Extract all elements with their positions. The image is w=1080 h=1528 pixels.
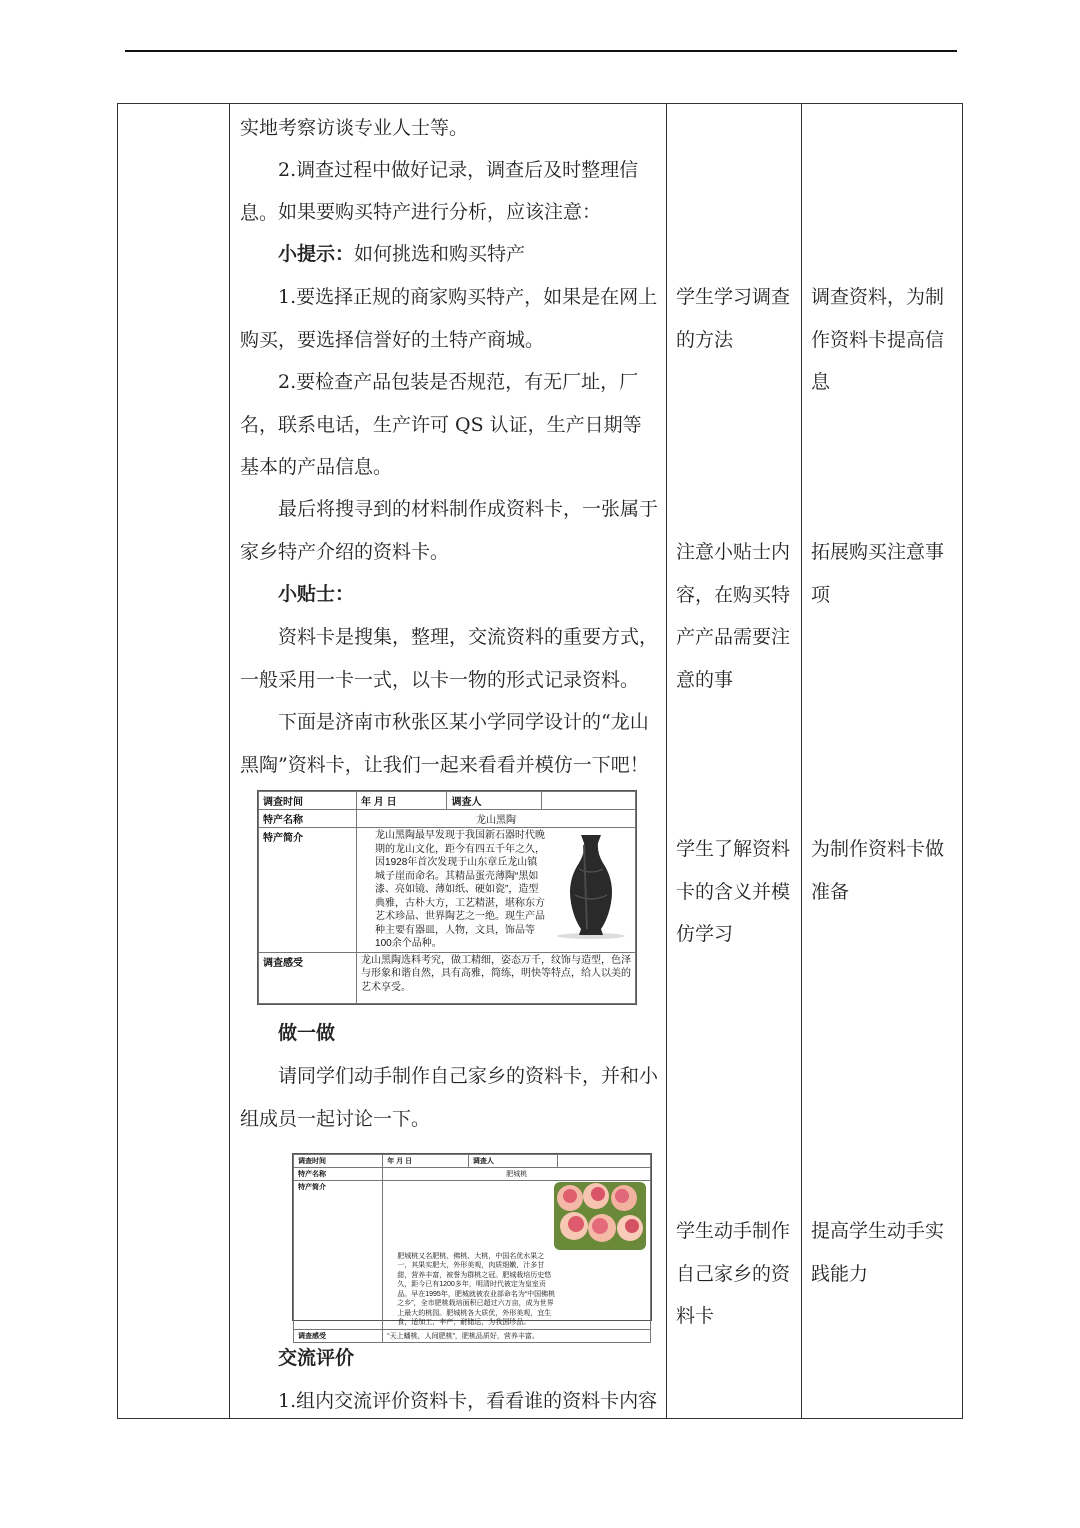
card-intro-label: 特产简介 — [259, 828, 357, 953]
card-time-label: 调查时间 — [259, 792, 357, 810]
resource-card-black-pottery — [257, 790, 637, 1005]
card-feeling-text: 龙山黑陶选料考究，做工精细，姿态万千，纹饰与造型，色泽与形象和谐自然，具有高雅，简练，明快等特点，给人以美的艺术享受。 — [357, 952, 636, 1004]
card-date-label: 年 月 日 — [357, 792, 447, 810]
paragraph: 2.调查过程中做好记录，调查后及时整理信息。 — [240, 159, 639, 224]
student-activity: 注意小贴士内容，在购买特产产品需要注意的事 — [676, 541, 791, 691]
card-investigator-label: 调查人 — [447, 792, 541, 810]
card-intro-label: 特产简介 — [294, 1181, 383, 1330]
design-intent: 拓展购买注意事项 — [811, 541, 945, 606]
heading-do: 做一做 — [278, 1022, 336, 1044]
header-rule — [125, 50, 957, 52]
column-divider — [229, 103, 230, 1419]
design-intent: 提高学生动手实践能力 — [811, 1220, 945, 1285]
resource-card-peach — [292, 1153, 652, 1340]
card-intro-cell — [357, 828, 636, 953]
peach-image — [554, 1182, 646, 1252]
card-investigator-label: 调查人 — [468, 1155, 557, 1168]
paragraph: 资料卡是搜集，整理，交流资料的重要方式，一般采用一卡一式，以卡一物的形式记录资料。 — [240, 626, 659, 691]
heading-eval: 交流评价 — [278, 1347, 355, 1369]
design-intent: 调查资料，为制作资料卡提高信息 — [811, 286, 945, 393]
tip-title-2: 小贴士： — [278, 583, 355, 605]
paragraph: 请同学们动手制作自己家乡的资料卡，并和小组成员一起讨论一下。 — [240, 1065, 659, 1130]
card-intro-text: 龙山黑陶最早发现于我国新石器时代晚期的龙山文化，距今有四五千年之久，因1928年首次发现于山东章丘龙山镇城子崖而命名。其精品蛋壳薄陶“黑如漆、亮如镜、薄如纸、硬如瓷”，造型典雅，古朴大方，工艺精湛，堪称东方艺术珍品、世界陶艺之一绝。现生产品种主要有器皿，人物，文具，饰品等100余个品种。 — [375, 830, 546, 949]
card-time-label: 调查时间 — [294, 1155, 383, 1168]
paragraph: 下面是济南市秋张区某小学同学设计的“龙山黑陶”资料卡，让我们一起来看看并模仿一下吧！ — [240, 711, 649, 776]
card-name-label: 特产名称 — [259, 810, 357, 828]
card-feeling-label: 调查感受 — [259, 952, 357, 1004]
tip-line — [240, 233, 660, 276]
paragraph: 1.要选择正规的商家购买特产，如果是在网上购买，要选择信誉好的土特产商城。 — [240, 286, 658, 351]
card-feeling-label: 调查感受 — [294, 1329, 383, 1342]
student-activity: 学生了解资料卡的含义并模仿学习 — [676, 838, 791, 945]
card-intro-text: 肥城桃又名肥桃、佛桃、大桃，中国名优水果之一，其果实肥大，外形美观，肉质细嫩，汁多甘甜，营养丰富，被誉为群桃之冠。肥城栽培历史悠久，距今已有1200多年，明清时代被定为皇室贡品。早在1995年，肥城就被农业部命名为“中国佛桃之乡”，全市肥桃栽培面积已超过六万亩，成为世界上最大的桃园。肥城桃各大质优，外形美观，宜生食，适加工，丰产，耐储运，为我国珍品。 — [397, 1253, 556, 1327]
card-date-label: 年 月 日 — [383, 1155, 469, 1168]
paragraph: 2.要检查产品包装是否规范，有无厂址，厂名，联系电话，生产许可 QS 认证，生产日期等基本的产品信息。 — [240, 371, 642, 478]
paragraph: 1.组内交流评价资料卡，看看谁的资料卡内容 — [278, 1390, 658, 1412]
paragraph: 如果要购买特产进行分析，应该注意： — [278, 201, 602, 223]
student-activity: 学生学习调查的方法 — [676, 286, 791, 351]
paragraph: 实地考察访谈专业人士等。 — [240, 117, 469, 139]
tip-title: 小提示： — [278, 243, 355, 265]
card-intro-cell — [383, 1181, 651, 1330]
student-activity: 学生动手制作自己家乡的资料卡 — [676, 1220, 791, 1327]
card-name-label: 特产名称 — [294, 1168, 383, 1181]
card-feeling-text: “天上蟠桃，人间肥桃”，肥桃品质好，营养丰富。 — [383, 1329, 651, 1342]
tip-text: 如何挑选和购买特产 — [354, 243, 526, 265]
column-divider — [666, 103, 667, 1419]
card-name-value: 龙山黑陶 — [357, 810, 636, 828]
card-investigator-value — [541, 792, 635, 810]
paragraph: 最后将搜寻到的材料制作成资料卡，一张属于家乡特产介绍的资料卡。 — [240, 498, 659, 563]
card-investigator-value — [558, 1155, 651, 1168]
design-intent: 为制作资料卡做准备 — [811, 838, 945, 903]
column-divider — [801, 103, 802, 1419]
card-name-value: 肥城桃 — [383, 1168, 651, 1181]
vase-image — [551, 829, 631, 942]
